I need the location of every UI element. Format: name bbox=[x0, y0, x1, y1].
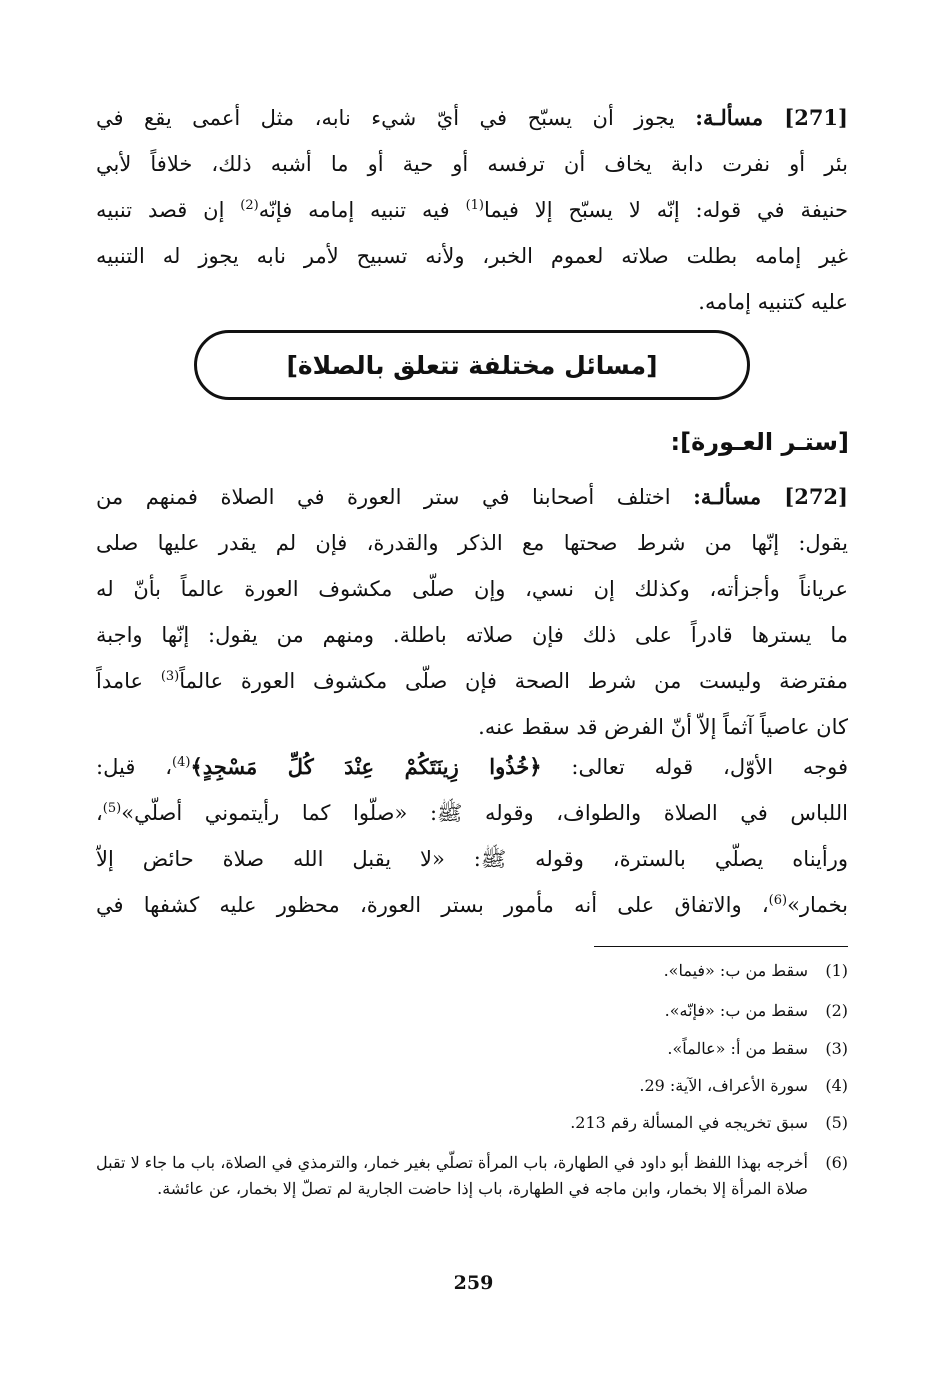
footnote-item bbox=[96, 998, 848, 1024]
footnote-number: (1) bbox=[825, 961, 848, 980]
footnote-text: سقط من أ: «عالماً». bbox=[667, 1039, 808, 1058]
text-line bbox=[96, 95, 848, 141]
footnote-number: (4) bbox=[825, 1076, 848, 1095]
text-line: بئر أو نفرت دابة يخاف أن ترفسه أو حية أو ما أشبه ذلك، خلافاً لأبي bbox=[96, 152, 848, 176]
footnote-number: (5) bbox=[825, 1113, 848, 1132]
issue-label: [271] مسألـة: bbox=[695, 105, 848, 130]
quran-verse: ﴿خُذُوا زِينَتَكُمْ عِنْدَ كُلِّ مَسْجِدٍ﴾ bbox=[190, 754, 542, 779]
footnote-text: سبق تخريجه في المسألة رقم 213. bbox=[570, 1113, 808, 1132]
footnote-text: سقط من ب: «فيما». bbox=[663, 961, 808, 980]
page-number: 259 bbox=[453, 1272, 494, 1294]
section-banner bbox=[194, 330, 750, 400]
text-run: ، والاتفاق على أنه مأمور بستر العورة، محظور عليه كشفها في bbox=[96, 893, 769, 917]
footnote-item bbox=[96, 1036, 848, 1062]
text-line bbox=[96, 658, 848, 704]
footnote-number: (3) bbox=[825, 1039, 848, 1058]
footnote-text: سقط من ب: «فإنّه». bbox=[664, 1001, 808, 1020]
footnote-item bbox=[96, 1073, 848, 1099]
footnote-ref[interactable]: (1) bbox=[465, 198, 484, 213]
text-line: ما يسترها قادراً على ذلك فإن صلاته باطلة. ومنهم من يقول: إنّها واجبة bbox=[96, 623, 848, 647]
paragraph-271 bbox=[96, 95, 848, 325]
footnote-ref[interactable]: (4) bbox=[172, 755, 191, 770]
text-line: ورأيناه يصلّي بالسترة، وقوله ﷺ: «لا يقبل الله صلاة حائض إلاّ bbox=[96, 847, 848, 871]
text-run: اللباس في الصلاة والطواف، وقوله ﷺ: «صلّوا كما رأيتموني أصلّي» bbox=[121, 801, 848, 825]
text-line: عليه كتنبيه إمامه. bbox=[698, 290, 848, 314]
footnote-separator bbox=[594, 946, 848, 947]
footnote-item bbox=[96, 1150, 848, 1202]
text-run: حنيفة في قوله: إنّه لا يسبّح إلا فيما bbox=[484, 198, 848, 222]
text-line: يقول: إنّها من شرط صحتها مع الذكر والقدرة، فإن لم يقدر عليها صلى bbox=[96, 531, 848, 555]
text-line bbox=[96, 882, 848, 928]
footnote-item bbox=[96, 958, 848, 984]
text-run: اختلف أصحابنا في ستر العورة في الصلاة فمنهم من bbox=[96, 485, 694, 509]
text-line bbox=[96, 744, 848, 790]
text-run: يجوز أن يسبّح في أيّ شيء نابه، مثل أعمى يقع في bbox=[96, 106, 696, 130]
text-run: عامداً bbox=[96, 669, 161, 693]
text-line bbox=[96, 474, 848, 520]
footnote-number: (6) bbox=[825, 1153, 848, 1172]
text-run: بخمار» bbox=[787, 893, 848, 917]
footnote-text: أخرجه بهذا اللفظ أبو داود في الطهارة، باب المرأة تصلّي بغير خمار، والترمذي في الصلاة، باب ما جاء لا تقبل صلاة المرأة إلا بخمار، وابن ماجه في الطهارة، باب إذا حاضت الجارية لم تصلّ إلا بخمار، عن عائشة. bbox=[96, 1153, 808, 1198]
footnote-number: (2) bbox=[825, 1001, 848, 1020]
text-line bbox=[96, 790, 848, 836]
text-line bbox=[96, 187, 848, 233]
text-run: فيه تنبيه إمامه فإنّه bbox=[258, 198, 466, 222]
text-run: فوجه الأوّل، قوله تعالى: bbox=[541, 755, 848, 779]
text-line: عرياناً وأجزأته، وكذلك إن نسي، وإن صلّى مكشوف العورة عالماً بأنّ له bbox=[96, 577, 848, 601]
issue-label: [272] مسألـة: bbox=[693, 484, 848, 509]
paragraph-evidence bbox=[96, 744, 848, 928]
text-run: إن قصد تنبيه bbox=[96, 198, 241, 222]
section-banner-title: [مسائل مختلفة تتعلق بالصلاة] bbox=[286, 350, 658, 380]
text-line: غير إمامه بطلت صلاته لعموم الخبر، ولأنه تسبيح لأمر نابه يجوز له التنبيه bbox=[96, 244, 848, 268]
paragraph-272 bbox=[96, 474, 848, 750]
footnote-ref[interactable]: (6) bbox=[768, 893, 788, 908]
footnote-ref[interactable]: (3) bbox=[160, 669, 180, 684]
text-run: ، قيل: bbox=[96, 755, 172, 779]
subsection-heading: [ستـر العـورة]: bbox=[670, 428, 849, 456]
footnote-ref[interactable]: (5) bbox=[102, 801, 122, 816]
footnote-text: سورة الأعراف، الآية: 29. bbox=[639, 1076, 808, 1095]
text-run: ، bbox=[96, 801, 103, 825]
footnote-ref[interactable]: (2) bbox=[240, 198, 259, 213]
text-line: كان عاصياً آثماً إلاّ أنّ الفرض قد سقط عنه. bbox=[478, 715, 848, 739]
footnote-item bbox=[96, 1110, 848, 1136]
text-run: مفترضة وليست من شرط الصحة فإن صلّى مكشوف العورة عالماً bbox=[179, 669, 848, 693]
